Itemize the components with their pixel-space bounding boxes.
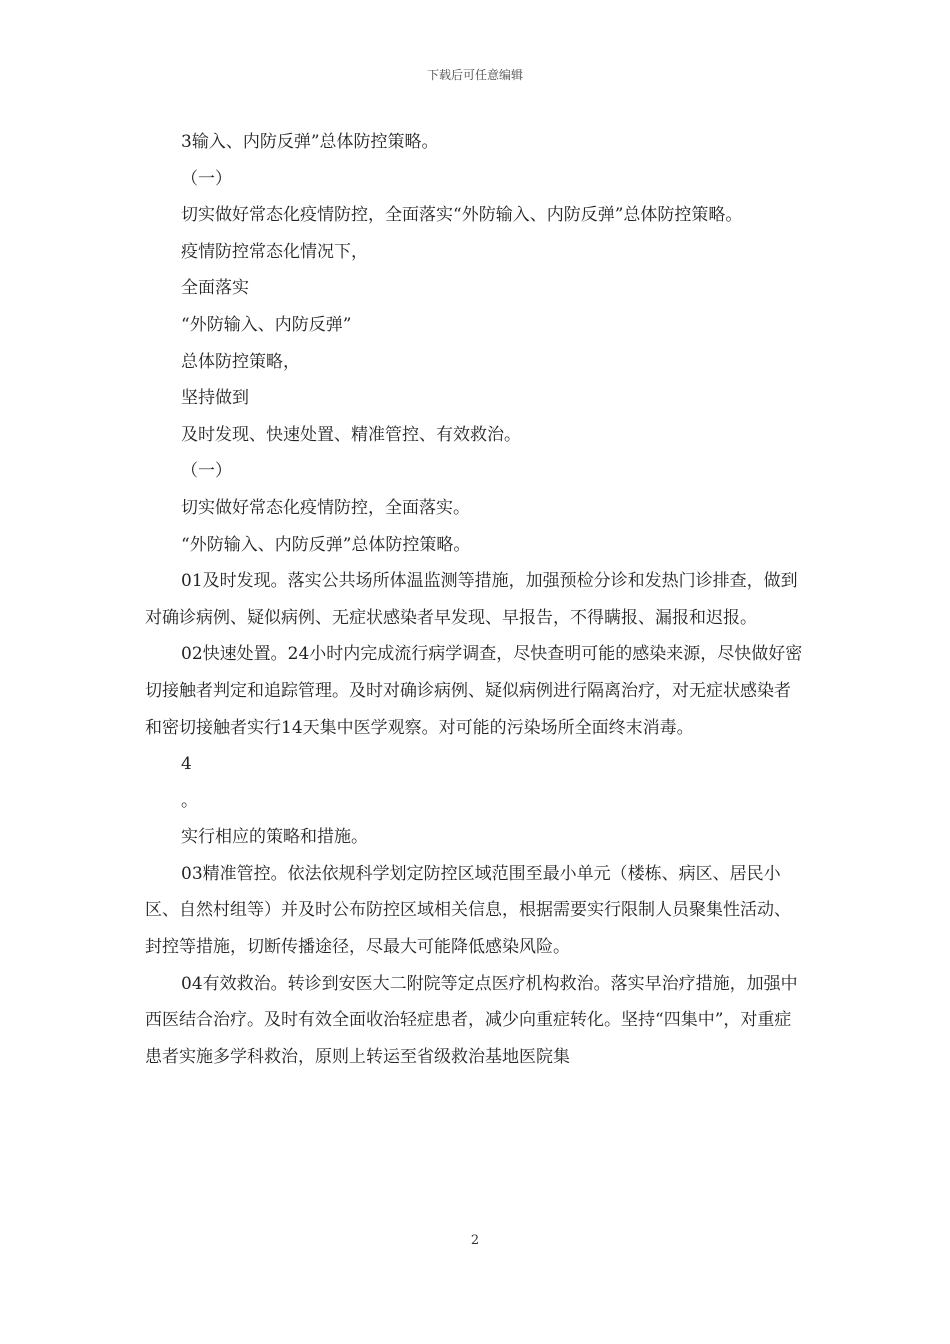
document-body	[145, 124, 807, 1075]
paragraph-10: （一）	[181, 461, 232, 482]
paragraph-1: 3输入、内防反弹”总体防控策略。	[181, 132, 439, 152]
page-header: 下载后可任意编辑	[426, 68, 523, 82]
paragraph-15: 4	[181, 754, 192, 775]
paragraph-5: 全面落实	[181, 278, 249, 299]
paragraph-12: “外防输入、内防反弹”总体防控策略。	[181, 534, 471, 555]
paragraph-17: 实行相应的策略和措施。	[181, 827, 368, 848]
paragraph-13: 01及时发现。落实公共场所体温监测等措施，加强预检分诊和发热门诊排查，做到对确诊病例、疑似病例、无症状感染者早发现、早报告，不得瞒报、漏报和迟报。	[145, 571, 798, 628]
paragraph-11: 切实做好常态化疫情防控，全面落实。	[181, 497, 470, 518]
paragraph-19: 04有效救治。转诊到安医大二附院等定点医疗机构救治。落实早治疗措施，加强中西医结合治疗。及时有效全面收治轻症患者，减少向重症转化。坚持“四集中”，对重症患者实施多学科救治，原则上转运至省级救治基地医院集	[145, 973, 798, 1067]
page-number: 2	[470, 1233, 480, 1248]
paragraph-18: 03精准管控。依法依规科学划定防控区域范围至最小单元（楼栋、病区、居民小区、自然村组等）并及时公布防控区域相关信息，根据需要实行限制人员聚集性活动、封控等措施，切断传播途径，尽最大可能降低感染风险。	[145, 863, 791, 958]
paragraph-14: 02快速处置。24小时内完成流行病学调查，尽快查明可能的感染来源，尽快做好密切接触者判定和追踪管理。及时对确诊病例、疑似病例进行隔离治疗，对无症状感染者和密切接触者实行14天集中医学观察。对可能的污染场所全面终末消毒。	[145, 644, 803, 738]
paragraph-2: （一）	[181, 168, 232, 189]
paragraph-3: 切实做好常态化疫情防控，全面落实“外防输入、内防反弹”总体防控策略。	[181, 205, 743, 226]
paragraph-16: 。	[181, 790, 198, 811]
paragraph-8: 坚持做到	[181, 388, 249, 409]
paragraph-7: 总体防控策略，	[181, 351, 300, 372]
paragraph-6: “外防输入、内防反弹”	[181, 314, 352, 335]
paragraph-4: 疫情防控常态化情况下，	[181, 241, 368, 262]
paragraph-9: 及时发现、快速处置、精准管控、有效救治。	[181, 424, 521, 445]
